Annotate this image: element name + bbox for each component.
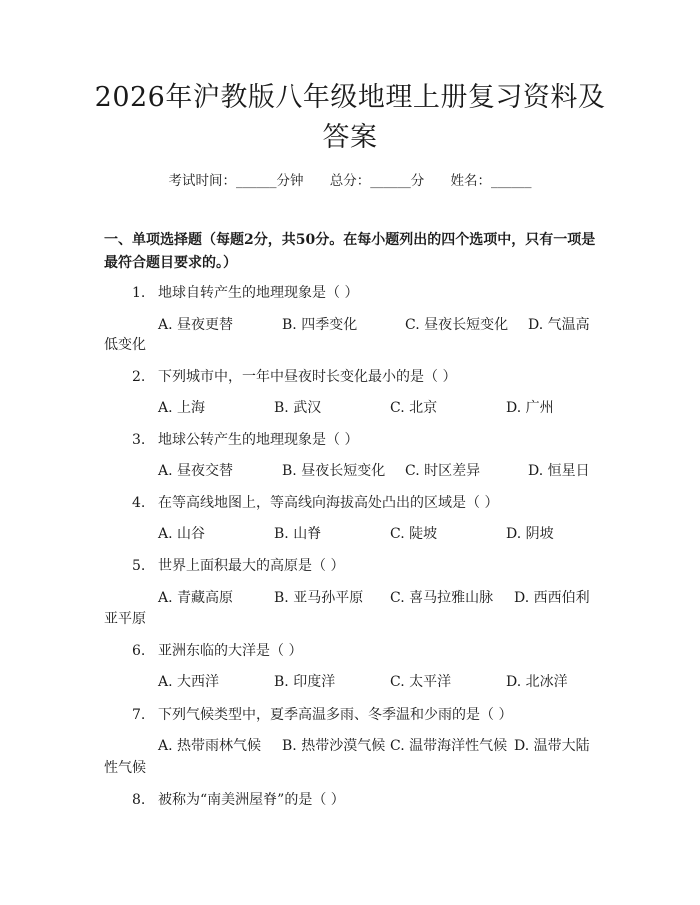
exam-meta [0,169,700,189]
option-c: C. 昼夜长短变化 [405,317,509,333]
option-d: D. 北冰洋 [506,674,568,690]
option-d: D. 恒星日 [528,463,590,479]
option-b: B. 印度洋 [274,674,336,690]
option-b: B. 热带沙漠气候 [282,738,386,754]
option-continuation: 性气候 [104,760,146,776]
question-2 [132,366,456,386]
question-text: 下列城市中，一年中昼夜时长变化最小的是（ ） [158,369,457,385]
student-name-field: 姓名：______ [450,173,532,189]
option-b: B. 四季变化 [282,317,358,333]
option-a: A. 昼夜更替 [158,317,234,333]
question-text: 世界上面积最大的高原是（ ） [158,558,345,574]
option-b: B. 昼夜长短变化 [282,463,386,479]
option-c: C. 喜马拉雅山脉 [390,590,494,606]
option-continuation: 亚平原 [104,611,146,627]
question-1 [132,282,358,302]
question-5 [132,555,344,575]
option-c: C. 时区差异 [405,463,481,479]
option-d: D. 广州 [506,400,554,416]
option-c: C. 太平洋 [390,674,452,690]
question-number: 4. [132,495,146,511]
option-d: D. 温带大陆 [514,738,590,754]
question-7 [132,704,512,724]
option-c: C. 陡坡 [390,526,438,542]
option-d: D. 西西伯利 [514,590,590,606]
option-a: A. 上海 [158,400,206,416]
exam-time-field: 考试时间：______分钟 [168,173,304,189]
question-text: 亚洲东临的大洋是（ ） [158,643,303,659]
option-a: A. 青藏高原 [158,590,234,606]
question-number: 1. [132,285,146,301]
option-c: C. 北京 [390,400,438,416]
question-text: 地球公转产生的地理现象是（ ） [158,432,359,448]
question-4 [132,492,498,512]
option-a: A. 山谷 [158,526,206,542]
question-number: 6. [132,643,146,659]
question-6 [132,640,302,660]
option-d: D. 气温高 [528,317,590,333]
question-number: 5. [132,558,146,574]
question-number: 8. [132,792,146,808]
question-number: 7. [132,707,146,723]
option-b: B. 亚马孙平原 [274,590,364,606]
option-a: A. 热带雨林气候 [158,738,262,754]
option-c: C. 温带海洋性气候 [390,738,508,754]
option-d: D. 阴坡 [506,526,554,542]
option-b: B. 山脊 [274,526,322,542]
question-text: 在等高线地图上，等高线向海拔高处凸出的区域是（ ） [158,495,499,511]
question-number: 3. [132,432,146,448]
page-title: 2026年沪教版八年级地理上册复习资料及答案 [94,82,606,153]
section-heading: 一、单项选择题（每题2分，共50分。在每小题列出的四个选项中，只有一项是最符合题目要求的。） [104,232,596,271]
question-3 [132,429,358,449]
option-a: A. 大西洋 [158,674,220,690]
option-b: B. 武汉 [274,400,322,416]
question-text: 下列气候类型中，夏季高温多雨、冬季温和少雨的是（ ） [158,707,513,723]
option-continuation: 低变化 [104,337,146,353]
question-8 [132,789,345,809]
question-text: 被称为“南美洲屋脊”的是（ ） [158,792,345,808]
question-number: 2. [132,369,146,385]
option-a: A. 昼夜交替 [158,463,234,479]
total-score-field: 总分：______分 [329,173,425,189]
question-text: 地球自转产生的地理现象是（ ） [158,285,359,301]
